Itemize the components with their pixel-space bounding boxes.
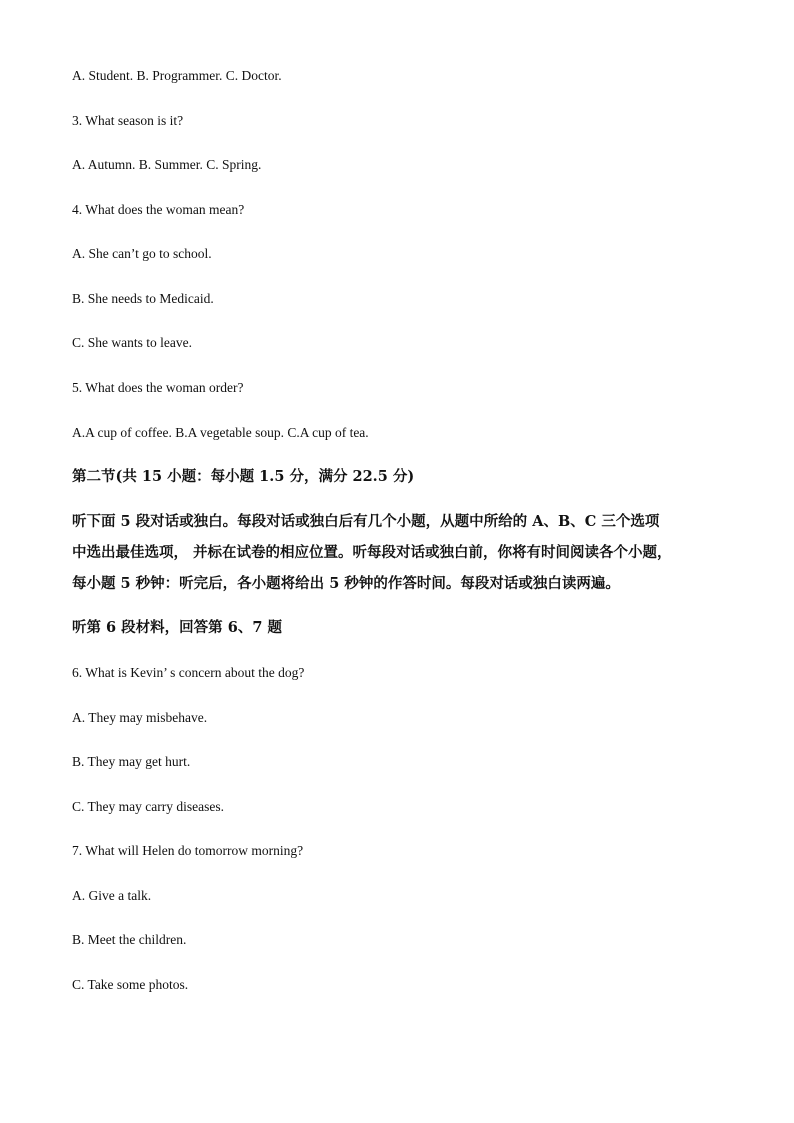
q4-option-b: B. She needs to Medicaid.: [72, 291, 214, 306]
q7-option-a: A. Give a talk.: [72, 888, 152, 903]
q4-option-c: C. She wants to leave.: [72, 335, 192, 350]
instruction-line-1: 听下面 5 段对话或独白。每段对话或独白后有几个小题，从题中所给的 A、B、C 三个选项: [72, 513, 660, 530]
instruction-line-3: 每小题 5 秒钟：听完后，各小题将给出 5 秒钟的作答时间。每段对话或独白读两遍。: [72, 575, 620, 592]
q4-option-a: A. She can’t go to school.: [72, 246, 212, 261]
section2-instructions: [72, 506, 732, 599]
q6-option-a: A. They may misbehave.: [72, 710, 208, 725]
q2-options: A. Student. B. Programmer. C. Doctor.: [72, 68, 282, 83]
q6-option-b: B. They may get hurt.: [72, 754, 191, 769]
q7-question: 7. What will Helen do tomorrow morning?: [72, 843, 304, 858]
q3-options: A. Autumn. B. Summer. C. Spring.: [72, 157, 262, 172]
q6-question: 6. What is Kevin’ s concern about the dog?: [72, 665, 305, 680]
q5-question: 5. What does the woman order?: [72, 380, 244, 395]
section2-heading: 第二节(共 15 小题：每小题 1.5 分，满分 22.5 分): [72, 468, 415, 485]
material-heading: 听第 6 段材料，回答第 6、7 题: [72, 619, 282, 636]
q5-options: A.A cup of coffee. B.A vegetable soup. C.A cup of tea.: [72, 425, 369, 440]
instruction-line-2: 中选出最佳选项， 并标在试卷的相应位置。听每段对话或独白前，你将有时间阅读各个小题，: [72, 544, 672, 561]
q7-option-c: C. Take some photos.: [72, 977, 189, 992]
q3-question: 3. What season is it?: [72, 113, 184, 128]
q4-question: 4. What does the woman mean?: [72, 202, 245, 217]
q6-option-c: C. They may carry diseases.: [72, 799, 224, 814]
q7-option-b: B. Meet the children.: [72, 932, 187, 947]
